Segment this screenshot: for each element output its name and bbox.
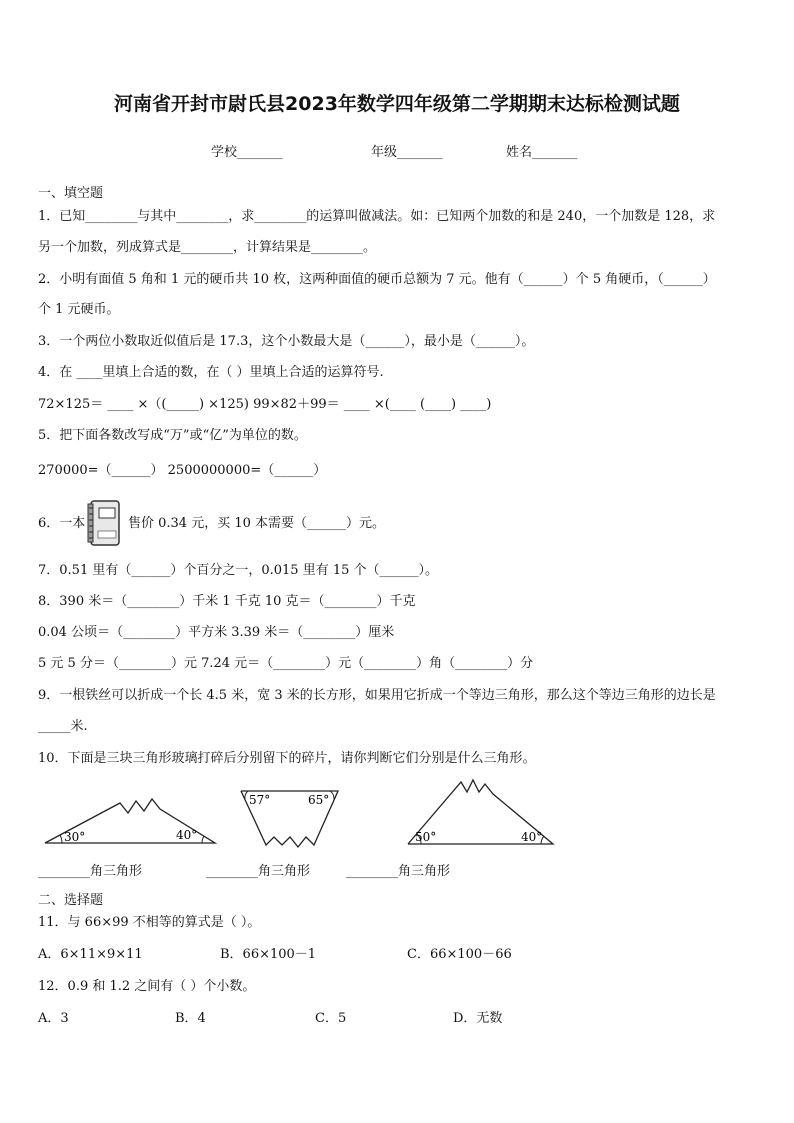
option-11-b: B．66×100－1	[220, 947, 317, 962]
triangle-answer-3: ________角三角形	[346, 864, 451, 879]
triangle-answer-1: ________角三角形	[38, 864, 143, 879]
question-12: 12．0.9 和 1.2 之间有（ ）个小数。	[38, 979, 256, 994]
question-4-line-2: 72×125＝ ____ ×（(_____) ×125) 99×82＋99＝ ____ ×(____ (____) ____)	[38, 397, 492, 412]
question-7: 7．0.51 里有（______）个百分之一，0.015 里有 15 个（______）。	[38, 563, 439, 578]
angle-label-50: 50°	[415, 830, 437, 844]
question-9-line-1: 9．一根铁丝可以折成一个长 4.5 米，宽 3 米的长方形，如果用它折成一个等边三角形，那么这个等边三角形的边长是	[38, 688, 716, 703]
question-6-prefix: 6．一本	[38, 516, 86, 531]
notebook-icon	[87, 498, 123, 548]
angle-label-40: 40°	[176, 828, 198, 842]
angle-label-57: 57°	[249, 793, 271, 807]
option-12-c: C．5	[315, 1011, 347, 1026]
section-fill-title: 一、填空题	[38, 186, 104, 201]
question-6-suffix: 售价 0.34 元，买 10 本需要（______）元。	[128, 516, 386, 531]
question-1-line-1: 1．已知________与其中________，求________的运算叫做减法。如：已知两个加数的和是 240，一个加数是 128，求	[38, 209, 716, 224]
option-12-b: B．4	[175, 1011, 206, 1026]
school-field: 学校_______	[211, 145, 283, 160]
triangle-answer-2: ________角三角形	[206, 864, 311, 879]
angle-label-65: 65°	[308, 793, 330, 807]
option-12-a: A．3	[38, 1011, 69, 1026]
option-12-d: D．无数	[453, 1011, 503, 1026]
question-2-line-2: 个 1 元硬币。	[38, 302, 120, 317]
question-11: 11．与 66×99 不相等的算式是（ ）。	[38, 915, 261, 930]
question-8-line-1: 8．390 米＝（________）千米 1 千克 10 克＝（________）千克	[38, 594, 416, 609]
grade-field: 年级_______	[371, 145, 443, 160]
triangle-fragment-1	[40, 783, 220, 848]
question-8-line-2: 0.04 公顷＝（________）平方米 3.39 米＝（________）厘米	[38, 625, 395, 640]
option-11-c: C．66×100－66	[407, 947, 512, 962]
question-5: 5．把下面各数改写成“万”或“亿”为单位的数。	[38, 428, 307, 443]
triangle-fragment-2	[238, 787, 343, 852]
page-title: 河南省开封市尉氏县2023年数学四年级第二学期期末达标检测试题	[114, 93, 680, 115]
question-10: 10．下面是三块三角形玻璃打碎后分别留下的碎片，请你判断它们分别是什么三角形。	[38, 751, 536, 766]
question-9-line-2: _____米.	[38, 719, 88, 734]
question-2-line-1: 2．小明有面值 5 角和 1 元的硬币共 10 枚，这两种面值的硬币总额为 7 元。他有（______）个 5 角硬币，（______）	[38, 272, 716, 287]
angle-label-40b: 40°	[521, 830, 543, 844]
section-choice-title: 二、选择题	[38, 893, 104, 908]
question-4-line-1: 4．在 ____里填上合适的数，在（ ）里填上合适的运算符号.	[38, 365, 384, 380]
question-8-line-3: 5 元 5 分＝（________）元 7.24 元＝（________）元（________）角（________）分	[38, 656, 534, 671]
triangle-fragment-3	[403, 778, 558, 848]
name-field: 姓名_______	[506, 145, 578, 160]
question-3: 3．一个两位小数取近似值后是 17.3，这个小数最大是（______），最小是（______）。	[38, 334, 535, 349]
question-1-line-2: 另一个加数，列成算式是________，计算结果是________。	[38, 240, 377, 255]
question-5-line-2: 270000=（______） 2500000000=（______）	[38, 463, 327, 478]
angle-label-30: 30°	[64, 830, 86, 844]
option-11-a: A．6×11×9×11	[38, 947, 143, 962]
